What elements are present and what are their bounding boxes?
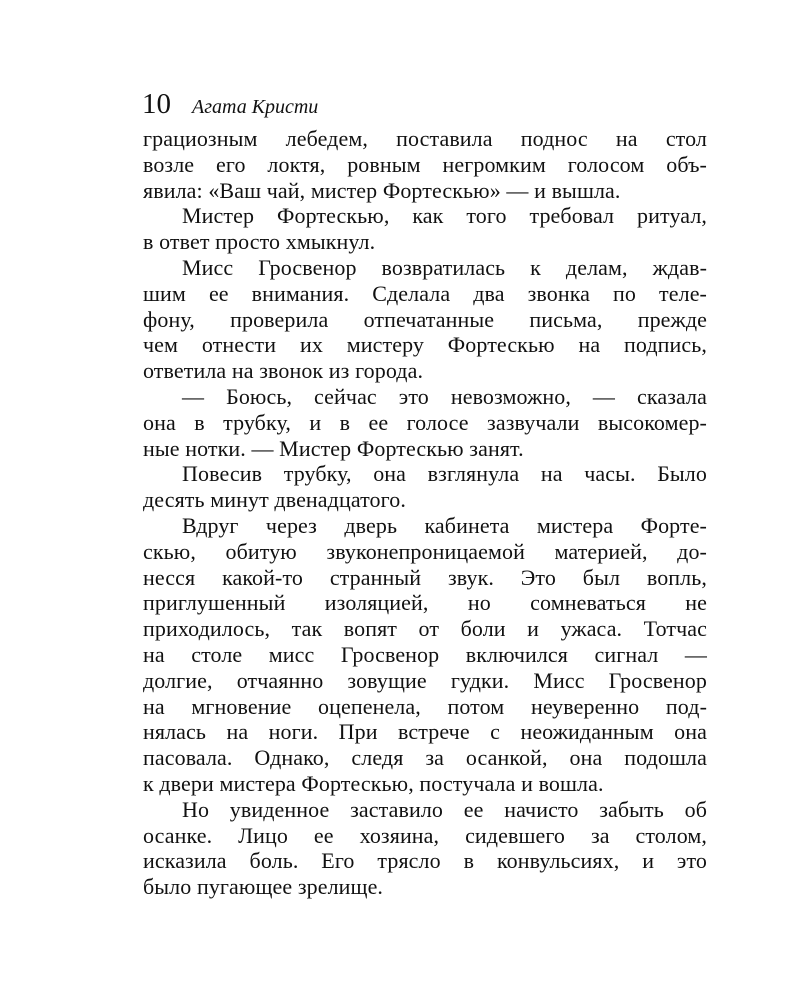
body-text <box>143 126 707 900</box>
text-line: пасовала. Однако, следя за осанкой, она подошла <box>143 745 707 771</box>
text-line: на столе мисс Гросвенор включился сигнал — <box>143 641 707 667</box>
paragraph-first-line: — Боюсь, сейчас это невозможно, — сказала <box>182 383 707 409</box>
text-line: она в трубку, и в ее голосе зазвучали высокомер- <box>143 409 707 435</box>
text-line: чем отнести их мистеру Фортескью на подпись, <box>143 332 707 358</box>
paragraph-first-line: Мистер Фортескью, как того требовал ритуал, <box>182 203 707 229</box>
page-number: 10 <box>142 88 171 120</box>
text-line: в ответ просто хмыкнул. <box>143 229 376 255</box>
text-line: долгие, отчаянно зовущие гудки. Мисс Гросвенор <box>143 667 707 693</box>
text-line: к двери мистера Фортескью, постучала и вошла. <box>143 770 604 796</box>
text-line: фону, проверила отпечатанные письма, прежде <box>143 306 707 332</box>
paragraph-first-line: Вдруг через дверь кабинета мистера Форте- <box>182 512 707 538</box>
text-line: возле его локтя, ровным негромким голосом объ- <box>143 151 707 177</box>
text-line: приходилось, так вопят от боли и ужаса. Тотчас <box>143 616 707 642</box>
text-line: на мгновение оцепенела, потом неуверенно под- <box>143 693 707 719</box>
text-line: несся какой-то странный звук. Это был вопль, <box>143 564 707 590</box>
text-line: приглушенный изоляцией, но сомневаться не <box>143 590 707 616</box>
text-line: шим ее внимания. Сделала два звонка по теле- <box>143 280 707 306</box>
text-line: нялась на ноги. При встрече с неожиданным она <box>143 719 707 745</box>
paragraph-first-line: Но увиденное заставило ее начисто забыть об <box>182 796 707 822</box>
text-line: скью, обитую звуконепроницаемой материей, до- <box>143 538 707 564</box>
paragraph-first-line: Повесив трубку, она взглянула на часы. Было <box>182 461 707 487</box>
text-line: десять минут двенадцатого. <box>143 487 406 513</box>
text-line: осанке. Лицо ее хозяина, сидевшего за столом, <box>143 822 707 848</box>
text-line: исказила боль. Его трясло в конвульсиях, и это <box>143 848 707 874</box>
running-header <box>142 86 318 122</box>
text-line: ные нотки. — Мистер Фортескью занят. <box>143 435 524 461</box>
text-line: грациозным лебедем, поставила поднос на стол <box>143 126 707 151</box>
paragraph-first-line: Мисс Гросвенор возвратилась к делам, ждав- <box>182 254 707 280</box>
running-head-author: Агата Кристи <box>192 96 319 118</box>
text-line: было пугающее зрелище. <box>143 874 384 900</box>
text-line: ответила на звонок из города. <box>143 358 424 384</box>
text-line: явила: «Ваш чай, мистер Фортескью» — и вышла. <box>143 177 621 203</box>
